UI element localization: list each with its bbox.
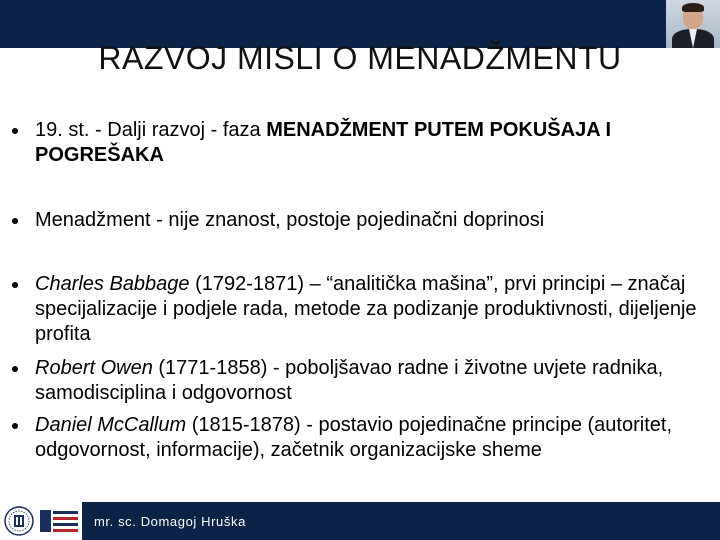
footer-logo-area: [0, 502, 82, 540]
person-description: (1771-1858) - poboljšavao radne i životne uvjete radnika, samodisciplina i odgovornost: [35, 357, 664, 404]
slide-title: RAZVOJ MISLI O MENADŽMENTU: [98, 40, 622, 76]
person-name: Charles Babbage: [35, 273, 190, 295]
university-seal-icon: [4, 506, 34, 536]
bullet-1-lead: 19. st. - Dalji razvoj - faza: [35, 119, 267, 141]
bullet-text: [35, 272, 715, 347]
footer-bar: [0, 502, 720, 540]
bullet-dot: [12, 218, 18, 224]
person-description: (1792-1871) – “analitička mašina”, prvi principi – značaj specijalizacije i podjele rada, metode za podizanje produktivnosti, dijeljenje profita: [35, 273, 697, 345]
person-name: Daniel McCallum: [35, 414, 187, 436]
bullet-dot: [12, 282, 18, 288]
bullet-dot: [12, 128, 18, 134]
photo-hair: [682, 3, 704, 12]
person-description: (1815-1878) - postavio pojedinačne principe (autoritet, odgovornost, informacije), začetnik organizacijske sheme: [35, 414, 673, 461]
bullet-dot: [12, 423, 18, 429]
footer-author: mr. sc. Domagoj Hruška: [94, 514, 246, 529]
bullet-text: [35, 118, 715, 168]
bullet-text: [35, 356, 715, 406]
bullet-text: [35, 413, 715, 463]
striped-flag-logo-icon: [40, 508, 78, 534]
bullet-dot: [12, 366, 18, 372]
bullet-1-emphasis: MENADŽMENT PUTEM POKUŠAJA I POGREŠAKA: [35, 119, 612, 166]
bullet-text: Menadžment - nije znanost, postoje pojedinačni doprinosi: [35, 209, 545, 231]
person-name: Robert Owen: [35, 357, 153, 379]
